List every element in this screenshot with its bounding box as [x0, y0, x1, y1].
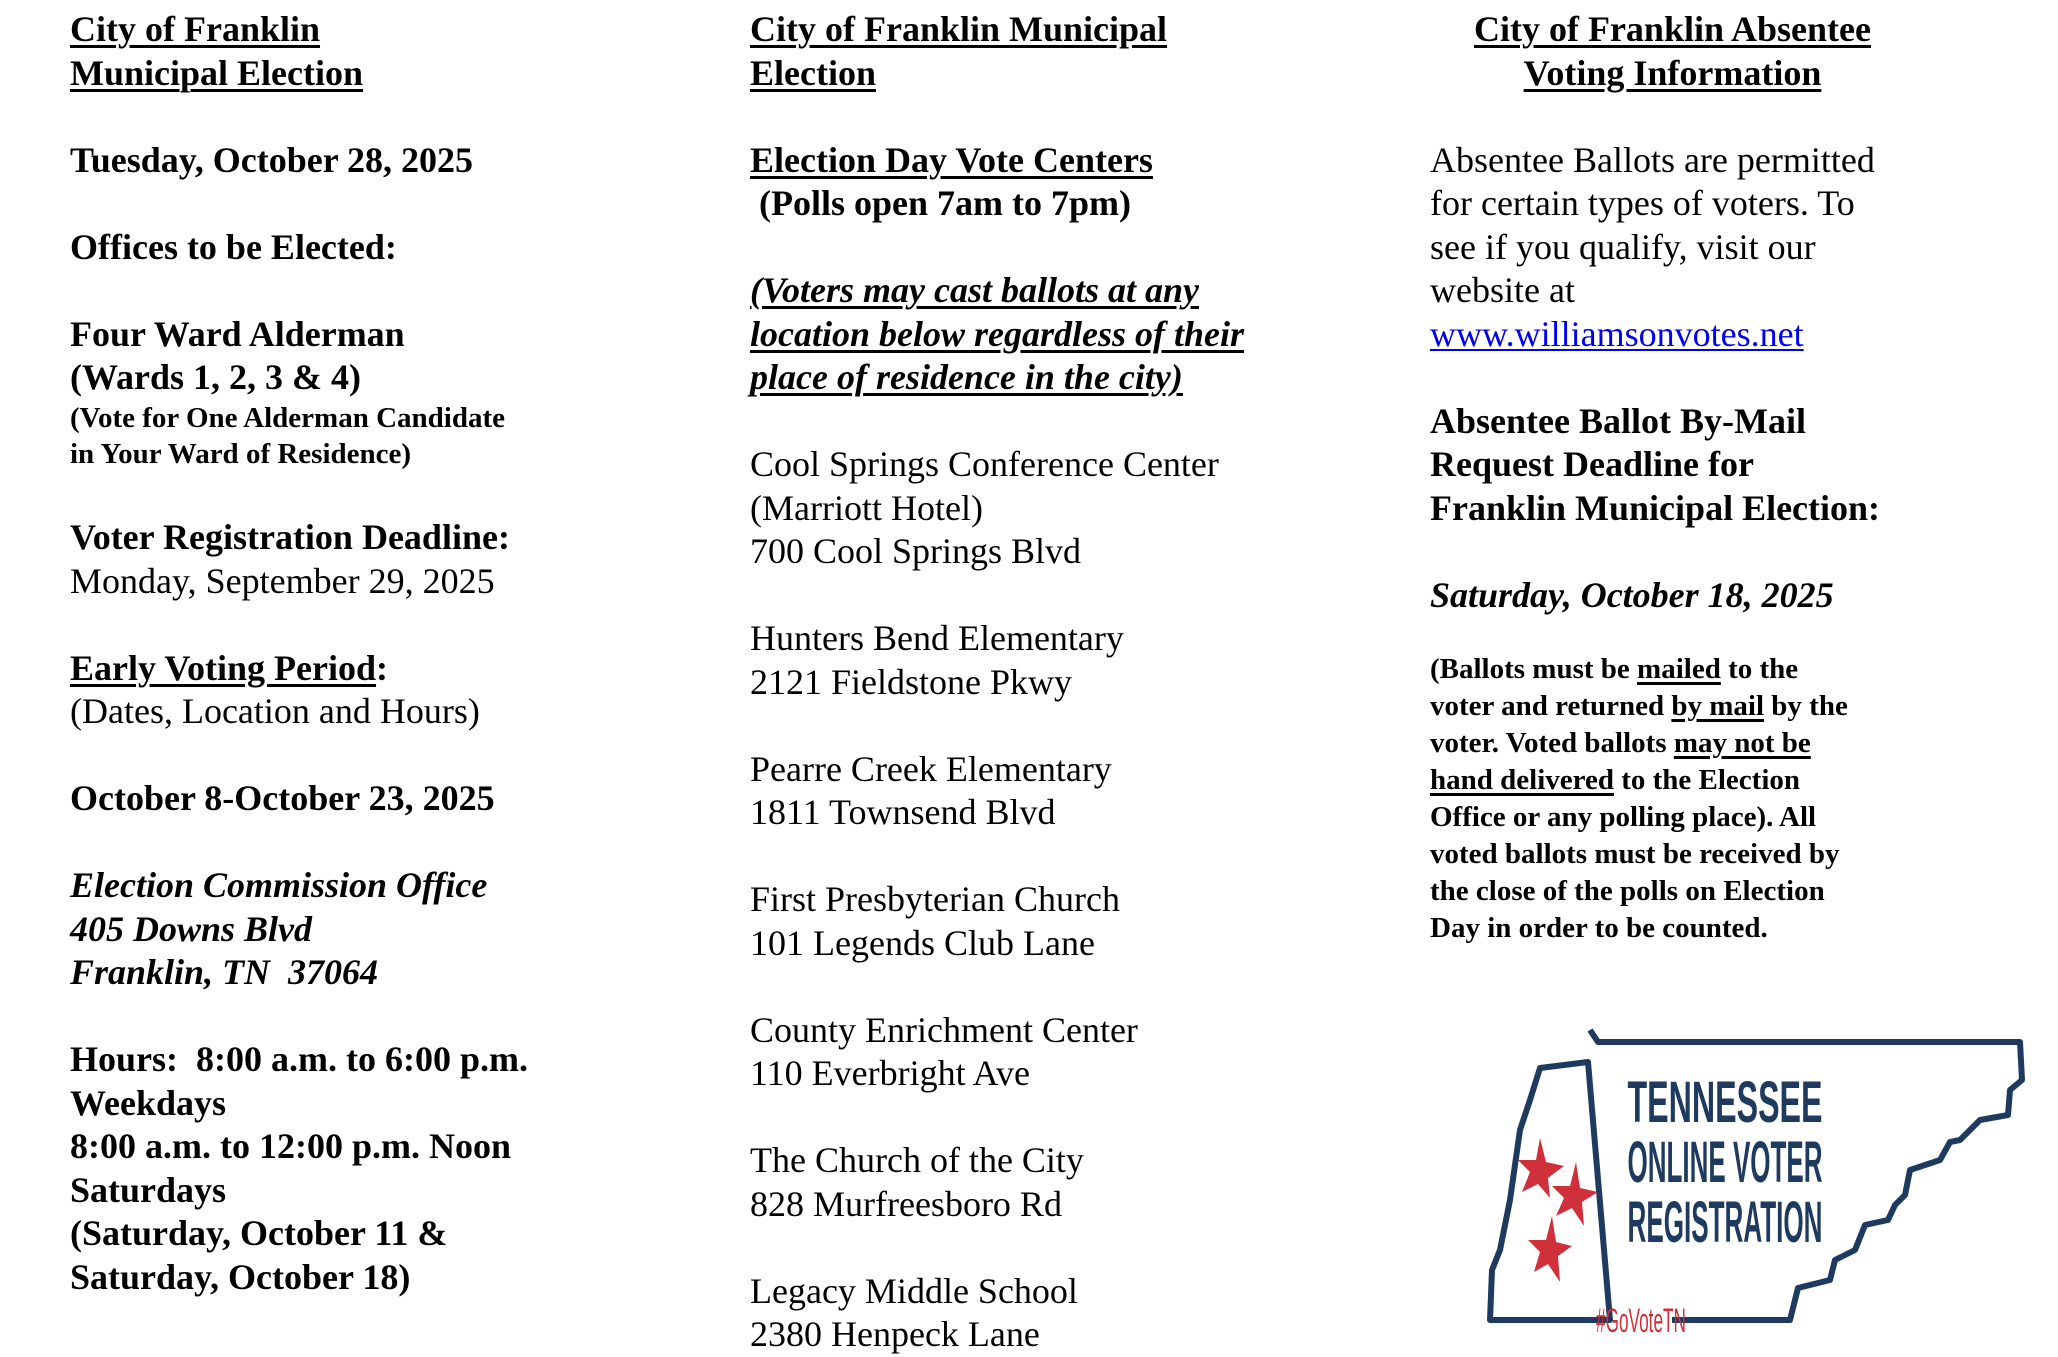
left-title-line2: Municipal Election [70, 52, 364, 93]
notice-line1: (Voters may cast ballots at any [750, 270, 1199, 310]
early-voting-dates: October 8-October 23, 2025 [70, 778, 495, 818]
mail-ballot-note [1430, 651, 1930, 947]
hours-line5: (Saturday, October 11 & [70, 1213, 448, 1253]
early-voting-heading: Early Voting Period [70, 647, 377, 688]
vote-center [750, 617, 1390, 704]
vote-centers-heading: Election Day Vote Centers [750, 139, 1153, 180]
office-note-line2: in Your Ward of Residence) [70, 438, 412, 470]
election-date: Tuesday, October 28, 2025 [70, 139, 474, 180]
vote-center-name: Pearre Creek Elementary [750, 748, 1112, 789]
note-text: voter. Voted ballots [1430, 727, 1674, 759]
notice-line3: place of residence in the city) [750, 357, 1183, 397]
vote-center-address: 101 Legends Club Lane [750, 922, 1095, 963]
vote-center-list [750, 443, 1390, 1357]
hours-line6: Saturday, October 18) [70, 1256, 411, 1297]
vote-center-name: Legacy Middle School [750, 1270, 1078, 1311]
vote-center-name: Cool Springs Conference Center [750, 444, 1219, 484]
center-title-line2: Election [750, 52, 876, 93]
tennessee-state-outline-icon [1440, 1020, 2040, 1344]
office-note-line1: (Vote for One Alderman Candidate [70, 401, 505, 434]
vote-center-name-detail: (Marriott Hotel) [750, 487, 983, 528]
star-icon [1552, 1162, 1598, 1226]
logo-line2: ONLINE VOTER [1627, 1130, 1823, 1195]
vote-center [750, 443, 1390, 574]
tn-online-voter-registration-logo [1440, 1020, 2040, 1344]
note-text: voted ballots must be received by [1430, 838, 1840, 870]
intro-line3: see if you qualify, visit our [1430, 226, 1816, 267]
office-location-city: Franklin, TN 37064 [70, 952, 379, 992]
star-icon [1528, 1216, 1572, 1282]
office-name: Four Ward Alderman [70, 313, 405, 354]
office-location-name: Election Commission Office [70, 865, 488, 905]
right-column [1430, 8, 1930, 947]
note-text: to the Election [1613, 764, 1801, 796]
vote-center-address: 110 Everbright Ave [750, 1053, 1030, 1093]
early-voting-sub: (Dates, Location and Hours) [70, 691, 480, 731]
hours-line3: 8:00 a.m. to 12:00 p.m. Noon [70, 1126, 511, 1166]
office-location-street: 405 Downs Blvd [70, 908, 313, 949]
hours-line1: Hours: 8:00 a.m. to 6:00 p.m. [70, 1039, 528, 1079]
deadline-date: Saturday, October 18, 2025 [1430, 574, 1834, 615]
right-title-line2: Voting Information [1523, 52, 1822, 93]
note-text: (Ballots must be [1430, 653, 1638, 685]
early-voting-colon: : [376, 647, 389, 688]
intro-line1: Absentee Ballots are permitted [1430, 139, 1875, 180]
vote-center [750, 1270, 1390, 1357]
logo-hashtag: #GoVoteTN [1596, 1302, 1686, 1340]
vote-center [750, 878, 1390, 965]
intro-line4: website at [1430, 270, 1575, 310]
vote-center-address: 700 Cool Springs Blvd [750, 531, 1082, 571]
center-column [750, 8, 1390, 1357]
right-title-line1: City of Franklin Absentee [1473, 9, 1871, 49]
vote-center [750, 1139, 1390, 1226]
logo-line1: TENNESSEE [1627, 1070, 1823, 1135]
left-column [70, 8, 670, 1299]
deadline-heading-line1: Absentee Ballot By-Mail [1430, 400, 1806, 441]
note-text: Office or any polling place). All [1430, 801, 1817, 833]
note-text: by the [1764, 690, 1848, 722]
note-text: to the [1720, 653, 1799, 685]
note-text: the close of the polls on Election [1430, 875, 1825, 907]
notice-line2: location below regardless of their [750, 313, 1244, 354]
deadline-heading-line3: Franklin Municipal Election: [1430, 487, 1881, 528]
vote-center-name: First Presbyterian Church [750, 879, 1120, 919]
note-text: Day in order to be counted. [1430, 912, 1768, 944]
registration-date: Monday, September 29, 2025 [70, 560, 495, 601]
vote-center-address: 2380 Henpeck Lane [750, 1314, 1040, 1354]
early-voting-heading-row [70, 647, 670, 691]
office-wards: (Wards 1, 2, 3 & 4) [70, 357, 361, 397]
vote-center-address: 2121 Fieldstone Pkwy [750, 661, 1073, 702]
note-emphasis-mailed: mailed [1637, 653, 1721, 685]
center-title-line1: City of Franklin Municipal [750, 9, 1168, 49]
vote-center [750, 1009, 1390, 1096]
website-link[interactable]: www.williamsonvotes.net [1430, 313, 1804, 354]
offices-heading: Offices to be Elected: [70, 226, 397, 267]
note-emphasis-by-mail: by mail [1671, 690, 1765, 722]
vote-center-name: County Enrichment Center [750, 1009, 1138, 1050]
vote-center-address: 1811 Townsend Blvd [750, 792, 1056, 832]
vote-center [750, 748, 1390, 835]
vote-center-name: Hunters Bend Elementary [750, 618, 1124, 658]
note-emphasis-hand-delivered: hand delivered [1430, 764, 1614, 796]
intro-line2: for certain types of voters. To [1430, 183, 1855, 223]
deadline-heading-line2: Request Deadline for [1430, 444, 1754, 484]
vote-center-name: The Church of the City [750, 1140, 1084, 1180]
hours-line4: Saturdays [70, 1169, 227, 1210]
logo-line3: REGISTRATION [1627, 1190, 1823, 1255]
note-text: voter and returned [1430, 690, 1672, 722]
hours-line2: Weekdays [70, 1082, 227, 1123]
note-emphasis-may-not-be: may not be [1673, 727, 1811, 759]
vote-center-address: 828 Murfreesboro Rd [750, 1183, 1062, 1224]
polls-hours: (Polls open 7am to 7pm) [750, 183, 1131, 223]
left-title-line1: City of Franklin [70, 9, 321, 49]
registration-heading: Voter Registration Deadline: [70, 517, 510, 557]
